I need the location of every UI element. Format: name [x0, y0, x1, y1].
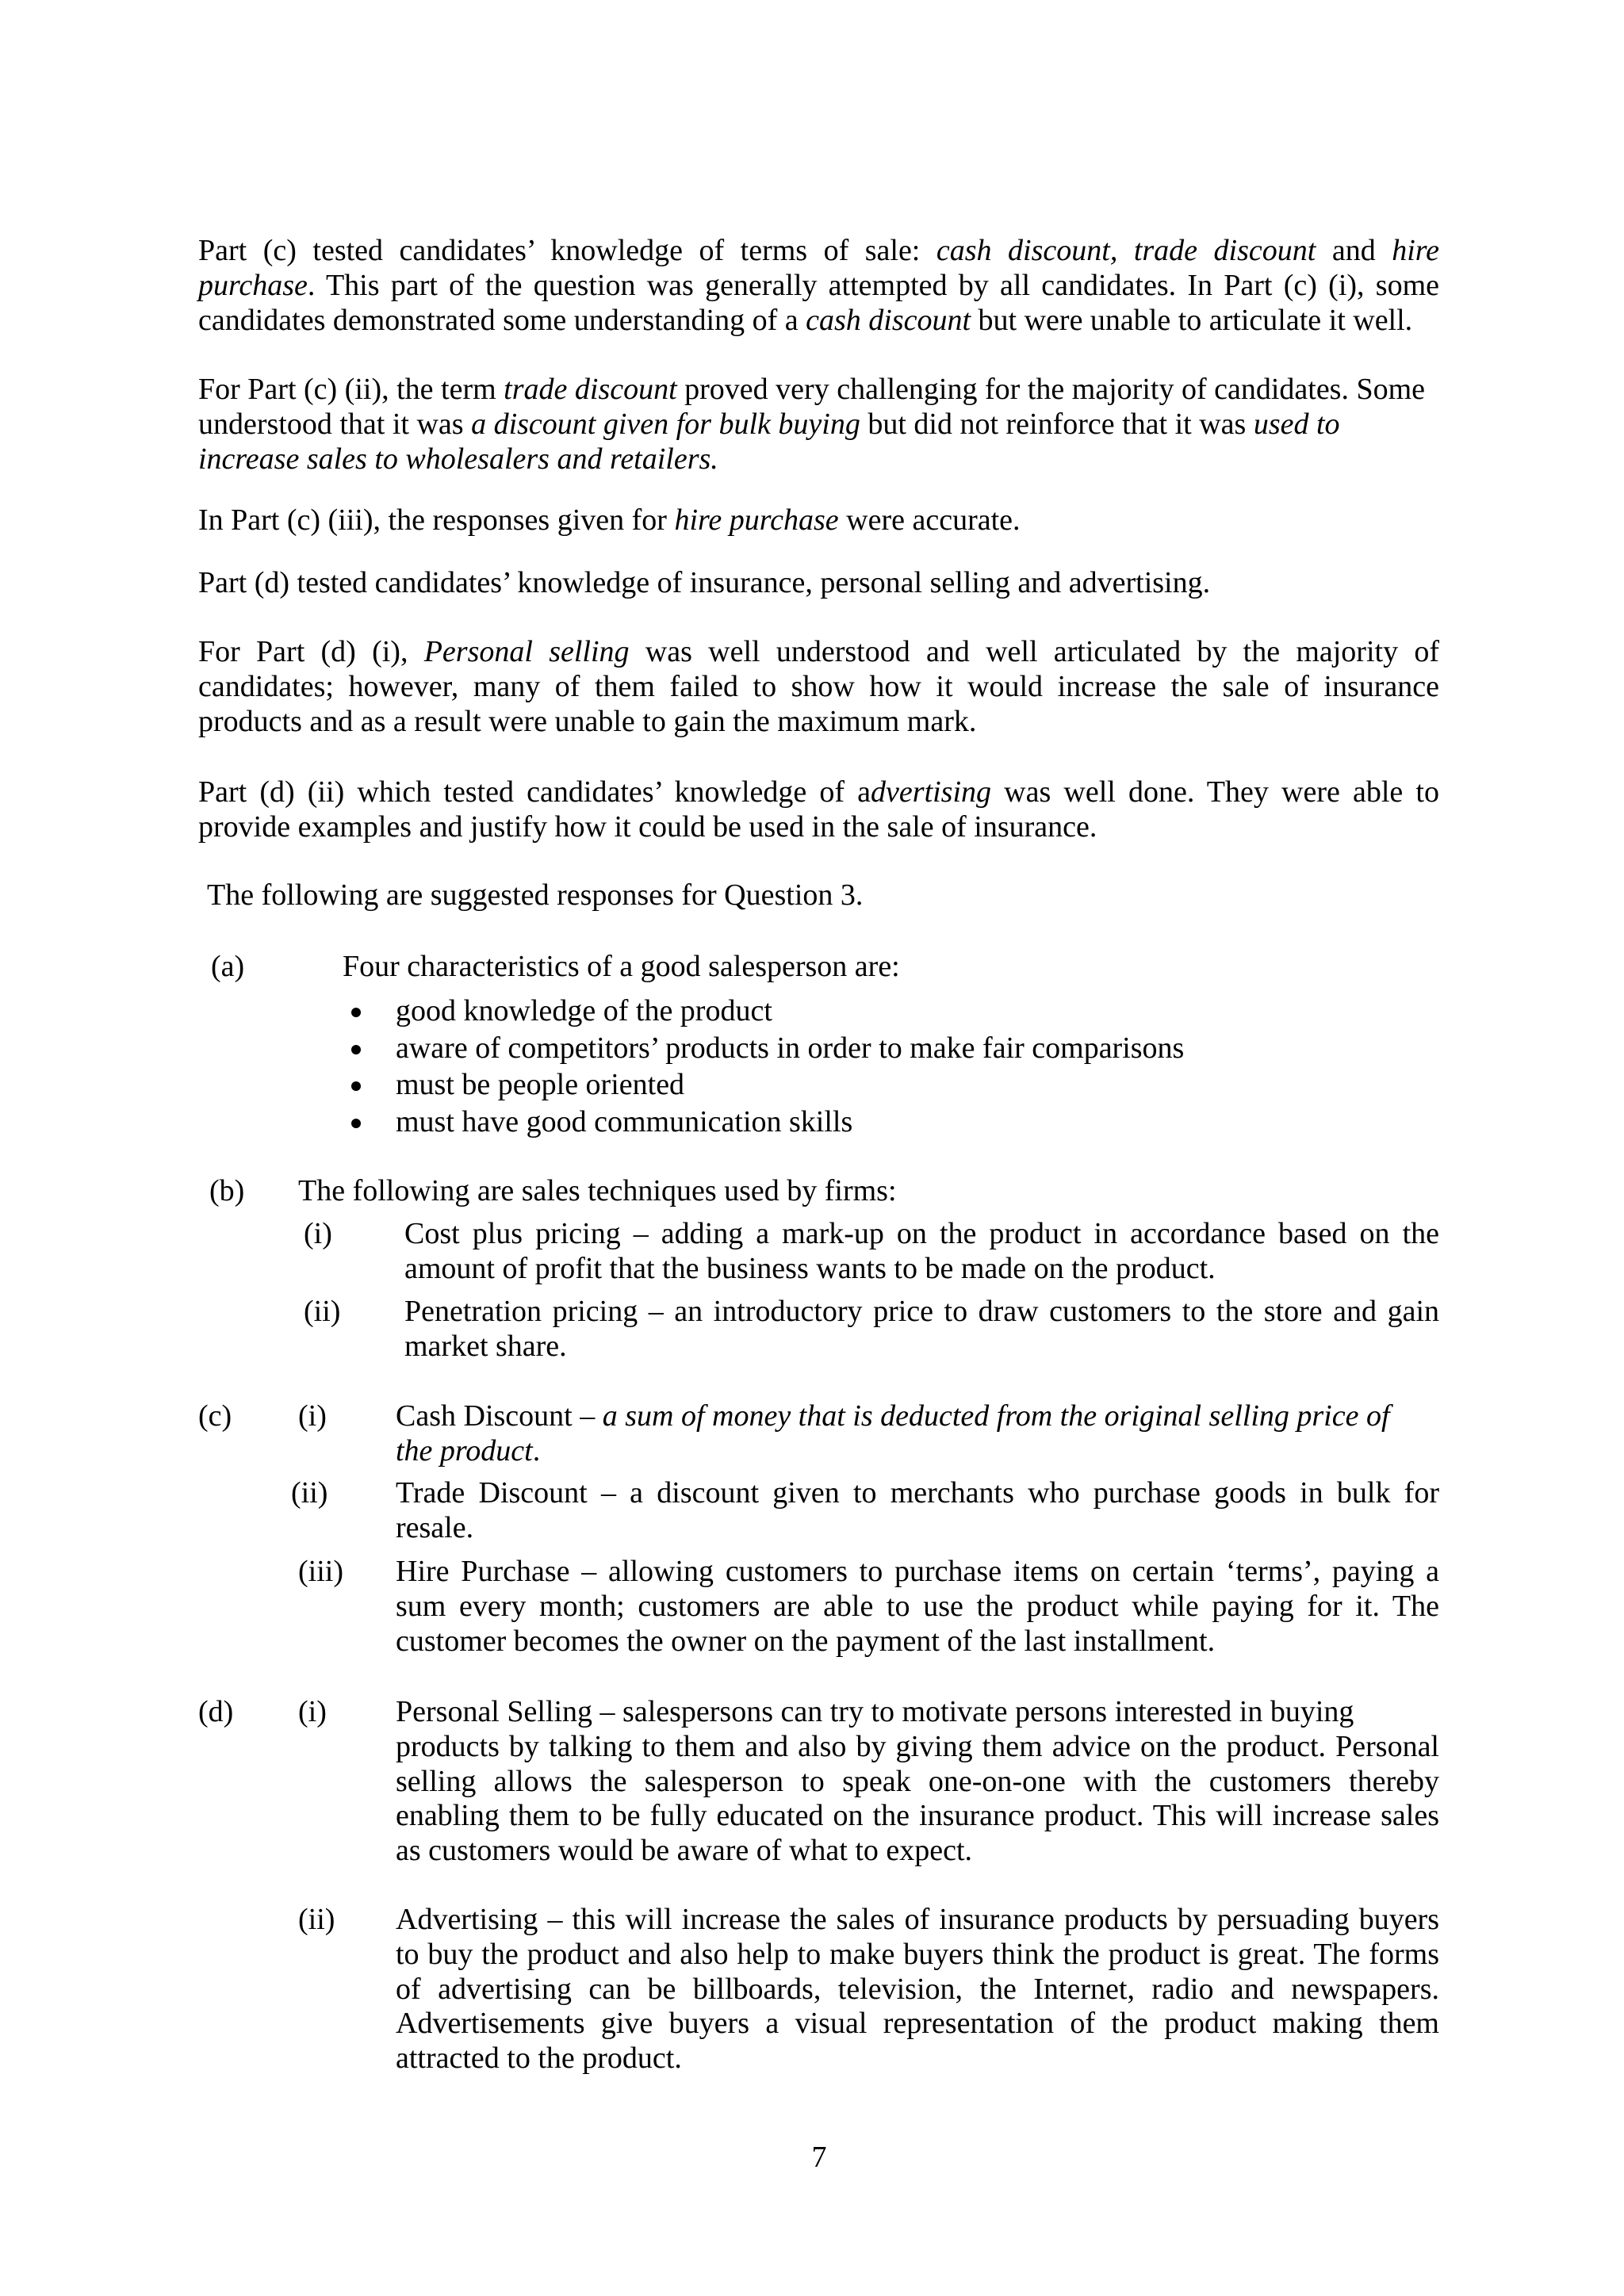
item-label-b: (b) — [209, 1174, 245, 1207]
italic-text-run: cash discount — [806, 303, 971, 337]
subitem-label-b-ii: (ii) — [304, 1295, 341, 1328]
text-line — [198, 503, 1439, 538]
text-line: Four characteristics of a good salesperson are: — [343, 950, 900, 983]
italic-text-run: a sum of money that is deducted from the original selling price of — [602, 1399, 1390, 1433]
italic-text-run: trade discount — [504, 373, 677, 406]
bullet-icon — [351, 1081, 361, 1091]
item-b-intro — [298, 1174, 1439, 1209]
paragraph-part-c-ii — [198, 373, 1439, 476]
text-line — [198, 775, 1439, 810]
text-line: The following are sales techniques used by firms: — [298, 1174, 897, 1207]
paragraph-part-d-i — [198, 635, 1439, 739]
text-run: was well understood and well articulated by the majority of — [629, 635, 1439, 668]
list-item — [351, 1030, 1439, 1067]
paragraph-part-d-ii — [198, 775, 1439, 845]
italic-text-run: hire — [1392, 234, 1440, 267]
text-run: For Part (c) (ii), the term — [198, 373, 504, 406]
text-line — [198, 269, 1439, 304]
item-label-a: (a) — [211, 950, 245, 983]
text-run: understood that it was — [198, 407, 472, 441]
subitem-label-b-i: (i) — [304, 1217, 332, 1250]
suggested-responses-intro — [207, 878, 1439, 913]
list-item — [351, 1104, 1439, 1141]
text-line: of advertising can be billboards, television, the Internet, radio and newspapers. — [396, 1972, 1439, 2006]
text-run: Part (c) tested candidates’ knowledge of terms of sale: — [198, 234, 936, 267]
text-line — [198, 304, 1439, 339]
text-run: but did not reinforce that it was — [860, 407, 1254, 441]
item-label-d: (d) — [198, 1695, 234, 1728]
text-line: Penetration pricing – an introductory price to draw customers to the store and gain — [404, 1295, 1439, 1328]
text-line: Part (d) tested candidates’ knowledge of insurance, personal selling and advertising. — [198, 566, 1211, 599]
italic-text-run: hire purchase — [674, 503, 839, 537]
italic-text-run: cash discount, trade discount — [936, 234, 1316, 267]
text-line: provide examples and justify how it could be used in the sale of insurance. — [198, 809, 1097, 844]
subitem-label-d-ii: (ii) — [298, 1903, 335, 1936]
italic-text-run: the product — [396, 1433, 533, 1468]
subitem-label-d-i: (i) — [298, 1695, 327, 1728]
text-run: candidates demonstrated some understanding of a — [198, 303, 806, 337]
text-line: Personal Selling – salespersons can try to motivate persons interested in buying — [396, 1695, 1354, 1728]
text-line: to buy the product and also help to make buyers think the product is great. The forms — [396, 1937, 1439, 1971]
list-item-text: must be people oriented — [396, 1068, 685, 1101]
italic-text-run: purchase — [198, 268, 308, 302]
text-run: was well done. They were able to — [991, 775, 1439, 809]
text-run: but were unable to articulate it well. — [971, 303, 1413, 337]
paragraph-part-c-iii — [198, 503, 1439, 538]
bullet-icon — [351, 1045, 361, 1054]
subitem-label-c-ii: (ii) — [291, 1476, 328, 1510]
text-line: candidates; however, many of them failed to show how it would increase the sale of insurance — [198, 669, 1439, 703]
text-line: resale. — [396, 1510, 474, 1544]
italic-text-run: Personal selling — [423, 635, 630, 668]
text-run: Cash Discount – — [396, 1399, 603, 1433]
text-run: For Part (d) (i), — [198, 635, 424, 668]
list-item-text: good knowledge of the product — [396, 994, 772, 1027]
text-line: products and as a result were unable to gain the maximum mark. — [198, 704, 977, 738]
text-line — [396, 1399, 1439, 1434]
text-line: Advertisements give buyers a visual representation of the product making them — [396, 2007, 1439, 2041]
text-line: amount of profit that the business wants to be made on the product. — [404, 1251, 1216, 1285]
italic-text-run: dvertising — [871, 775, 992, 809]
subitem-c-iii — [396, 1555, 1439, 1659]
text-line: Hire Purchase – allowing customers to purchase items on certain ‘terms’, paying a — [396, 1555, 1439, 1588]
text-run: . — [532, 1433, 541, 1468]
subitem-b-ii — [404, 1295, 1439, 1364]
list-item-text: aware of competitors’ products in order to make fair comparisons — [396, 1031, 1185, 1065]
italic-text-run: a discount given for bulk buying — [471, 407, 860, 441]
text-line — [198, 234, 1439, 269]
italic-text-run: used to — [1253, 407, 1340, 441]
text-line: The following are suggested responses for Question 3. — [207, 878, 864, 912]
subitem-label-c-iii: (iii) — [298, 1555, 343, 1588]
subitem-c-ii — [396, 1476, 1439, 1546]
text-line: increase sales to wholesalers and retailers. — [198, 442, 718, 476]
text-run: . This part of the question was generally attempted by all candidates. In Part (c) (i), some — [307, 268, 1439, 302]
text-line: Trade Discount – a discount given to merchants who purchase goods in bulk for — [396, 1476, 1439, 1510]
text-line: market share. — [404, 1329, 567, 1363]
text-run: were accurate. — [838, 503, 1021, 537]
paragraph-part-c-terms — [198, 234, 1439, 338]
item-a-intro — [343, 950, 1439, 985]
text-line: Cost plus pricing – adding a mark-up on the product in accordance based on the — [404, 1217, 1439, 1250]
text-line — [396, 1434, 1439, 1469]
subitem-d-ii — [396, 1903, 1439, 2076]
subitem-b-i — [404, 1217, 1439, 1287]
text-line — [198, 408, 1439, 442]
text-run: proved very challenging for the majority of candidates. Some — [676, 373, 1426, 406]
text-line: customer becomes the owner on the payment of the last installment. — [396, 1624, 1216, 1658]
text-line: Advertising – this will increase the sales of insurance products by persuading buyers — [396, 1903, 1439, 1936]
text-line: as customers would be aware of what to expect. — [396, 1834, 973, 1867]
paragraph-part-d-intro — [198, 566, 1439, 601]
text-line: sum every month; customers are able to use the product while paying for it. The — [396, 1589, 1439, 1623]
subitem-d-i — [396, 1695, 1439, 1869]
bullet-icon — [351, 1008, 361, 1017]
text-line: products by talking to them and also by giving them advice on the product. Personal — [396, 1729, 1439, 1763]
text-run: In Part (c) (iii), the responses given for — [198, 503, 675, 537]
text-line — [198, 635, 1439, 670]
list-item — [351, 993, 1439, 1030]
list-item — [351, 1066, 1439, 1104]
text-line: selling allows the salesperson to speak one-on-one with the customers thereby — [396, 1764, 1439, 1798]
subitem-c-i — [396, 1399, 1439, 1469]
text-line: attracted to the product. — [396, 2042, 682, 2075]
text-run: and — [1316, 234, 1392, 267]
text-run: Part (d) (ii) which tested candidates’ knowledge of a — [198, 775, 871, 809]
text-line: enabling them to be fully educated on the insurance product. This will increase sales — [396, 1799, 1439, 1833]
bullet-icon — [351, 1119, 361, 1128]
list-item-text: must have good communication skills — [396, 1104, 853, 1138]
text-line — [198, 373, 1439, 408]
page-number: 7 — [811, 2141, 827, 2174]
subitem-label-c-i: (i) — [298, 1399, 327, 1433]
item-label-c: (c) — [198, 1399, 232, 1433]
